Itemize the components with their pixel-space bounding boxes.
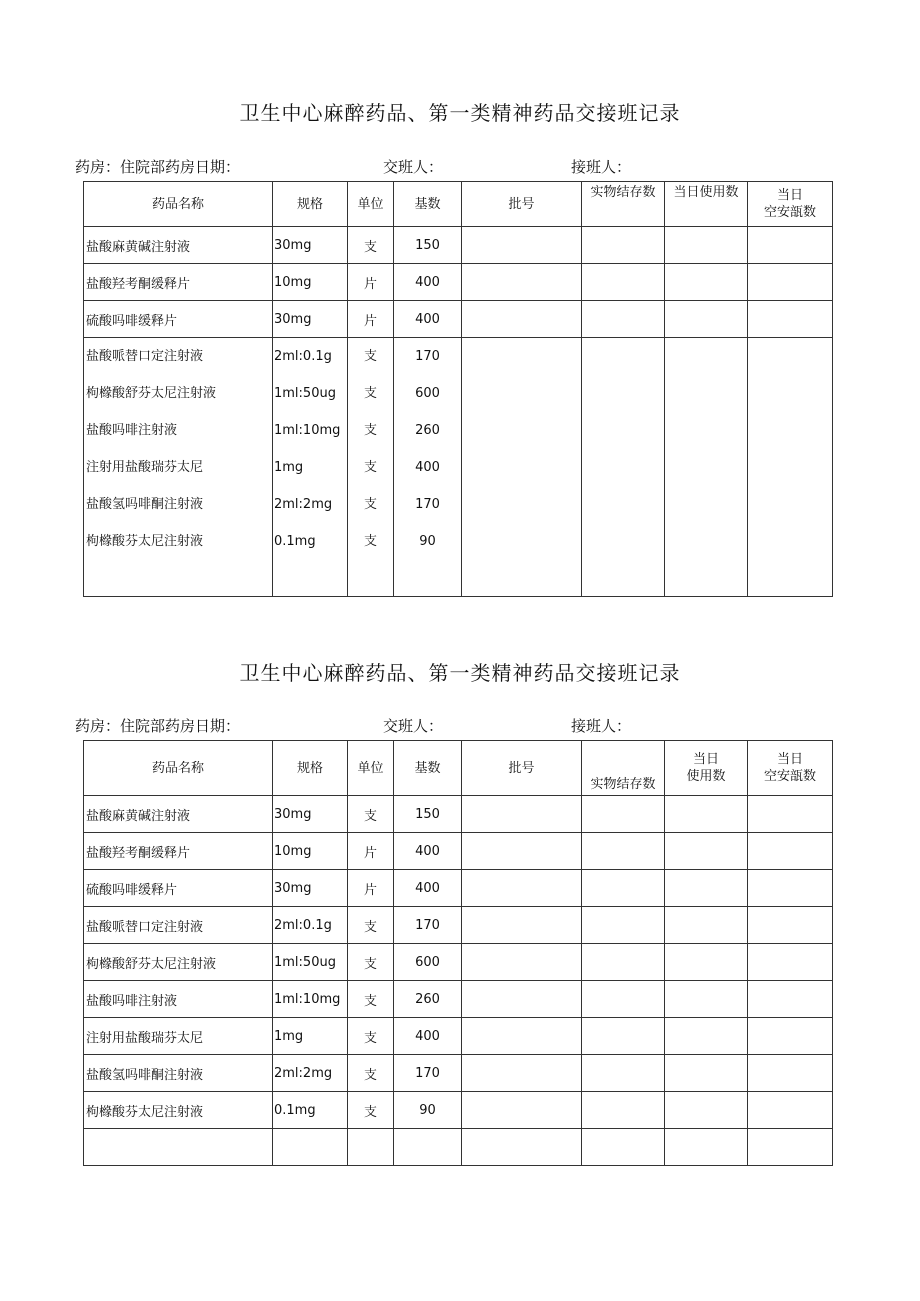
daily-use-cell[interactable] bbox=[665, 227, 748, 264]
drug-unit: 支 bbox=[363, 460, 377, 475]
drug-name: 注射用盐酸瑞芬太尼 bbox=[86, 460, 204, 475]
drug-base: 170 bbox=[415, 497, 440, 512]
stock-cell[interactable] bbox=[582, 1018, 665, 1055]
drug-spec: 0.1mg bbox=[273, 1092, 348, 1129]
col-header-batch: 批号 bbox=[462, 741, 582, 796]
empty-ampoule-cell[interactable] bbox=[748, 1092, 833, 1129]
daily-use-cell[interactable] bbox=[665, 301, 748, 338]
daily-use-cell[interactable] bbox=[665, 944, 748, 981]
drug-base: 400 bbox=[394, 264, 462, 301]
stock-cell[interactable] bbox=[582, 833, 665, 870]
blank-cell[interactable] bbox=[348, 1129, 394, 1166]
table-row bbox=[84, 1092, 833, 1129]
table-row bbox=[84, 981, 833, 1018]
batch-cell[interactable] bbox=[462, 338, 582, 597]
drug-name: 枸橼酸芬太尼注射液 bbox=[86, 534, 204, 549]
batch-cell[interactable] bbox=[462, 264, 582, 301]
drug-spec: 1mg bbox=[274, 460, 304, 475]
col-header-daily-use: 当日使用数 bbox=[665, 182, 748, 227]
table-row bbox=[84, 833, 833, 870]
form1-title: 卫生中心麻醉药品、第一类精神药品交接班记录 bbox=[239, 101, 681, 125]
col-header-daily-line1: 当日 bbox=[692, 752, 719, 767]
col-header-empty-ampoules bbox=[748, 182, 833, 227]
drug-spec: 2ml:0.1g bbox=[273, 907, 348, 944]
batch-cell[interactable] bbox=[462, 1018, 582, 1055]
drug-base: 400 bbox=[394, 301, 462, 338]
batch-cell[interactable] bbox=[462, 944, 582, 981]
drug-base: 600 bbox=[415, 386, 440, 401]
drug-name: 硫酸吗啡缓释片 bbox=[84, 870, 273, 907]
empty-ampoule-cell[interactable] bbox=[748, 338, 833, 597]
col-header-empty-line1: 当日 bbox=[776, 188, 803, 203]
table-row bbox=[84, 796, 833, 833]
drug-unit: 支 bbox=[348, 1092, 394, 1129]
drug-name: 盐酸羟考酮缓释片 bbox=[84, 833, 273, 870]
drug-name: 注射用盐酸瑞芬太尼 bbox=[84, 1018, 273, 1055]
drug-spec: 1ml:50ug bbox=[274, 386, 336, 401]
daily-use-cell[interactable] bbox=[665, 870, 748, 907]
drug-base: 400 bbox=[394, 833, 462, 870]
batch-cell[interactable] bbox=[462, 1129, 582, 1166]
batch-cell[interactable] bbox=[462, 1055, 582, 1092]
drug-spec: 30mg bbox=[273, 870, 348, 907]
col-header-empty-line1: 当日 bbox=[776, 752, 803, 767]
form1-receiver-label: 接班人： bbox=[571, 158, 632, 176]
drug-base: 400 bbox=[394, 870, 462, 907]
drug-name: 盐酸氢吗啡酮注射液 bbox=[84, 1055, 273, 1092]
col-header-unit: 单位 bbox=[348, 741, 394, 796]
table-row bbox=[84, 1018, 833, 1055]
table-row-blank bbox=[84, 1129, 833, 1166]
drug-spec: 2ml:0.1g bbox=[274, 349, 332, 364]
batch-cell[interactable] bbox=[462, 981, 582, 1018]
daily-use-cell[interactable] bbox=[665, 264, 748, 301]
stock-cell[interactable] bbox=[582, 1055, 665, 1092]
drug-base: 90 bbox=[394, 1092, 462, 1129]
drug-unit: 支 bbox=[348, 1018, 394, 1055]
col-header-daily-use bbox=[665, 741, 748, 796]
daily-use-cell[interactable] bbox=[665, 1092, 748, 1129]
drug-spec-stack bbox=[273, 338, 348, 597]
drug-spec: 10mg bbox=[273, 264, 348, 301]
daily-use-cell[interactable] bbox=[665, 796, 748, 833]
drug-base: 170 bbox=[394, 907, 462, 944]
table-row bbox=[84, 264, 833, 301]
drug-unit: 支 bbox=[348, 1055, 394, 1092]
form2-pharmacy-date-label: 药房：住院部药房日期： bbox=[75, 717, 241, 735]
table-row bbox=[84, 227, 833, 264]
stock-cell[interactable] bbox=[582, 796, 665, 833]
daily-use-cell[interactable] bbox=[665, 1129, 748, 1166]
form2-title: 卫生中心麻醉药品、第一类精神药品交接班记录 bbox=[239, 661, 681, 685]
batch-cell[interactable] bbox=[462, 870, 582, 907]
col-header-base: 基数 bbox=[394, 182, 462, 227]
drug-base: 600 bbox=[394, 944, 462, 981]
drug-unit: 片 bbox=[348, 301, 394, 338]
form2-table bbox=[83, 740, 833, 1166]
drug-spec: 30mg bbox=[273, 227, 348, 264]
stock-cell[interactable] bbox=[582, 981, 665, 1018]
stock-cell[interactable] bbox=[582, 264, 665, 301]
drug-base: 150 bbox=[394, 796, 462, 833]
drug-base: 170 bbox=[415, 349, 440, 364]
table-row bbox=[84, 1055, 833, 1092]
drug-spec: 1mg bbox=[273, 1018, 348, 1055]
empty-ampoule-cell[interactable] bbox=[748, 1129, 833, 1166]
drug-name: 硫酸吗啡缓释片 bbox=[84, 301, 273, 338]
daily-use-cell[interactable] bbox=[665, 833, 748, 870]
form1-header-row bbox=[84, 182, 833, 227]
drug-spec: 30mg bbox=[273, 301, 348, 338]
daily-use-cell[interactable] bbox=[665, 1055, 748, 1092]
blank-cell[interactable] bbox=[84, 1129, 273, 1166]
drug-name: 盐酸羟考酮缓释片 bbox=[84, 264, 273, 301]
drug-unit: 片 bbox=[348, 833, 394, 870]
drug-name-stack bbox=[84, 338, 273, 597]
empty-ampoule-cell[interactable] bbox=[748, 870, 833, 907]
daily-use-cell[interactable] bbox=[665, 338, 748, 597]
drug-name: 盐酸吗啡注射液 bbox=[86, 423, 178, 438]
drug-name: 枸橼酸舒芬太尼注射液 bbox=[84, 944, 273, 981]
drug-unit: 支 bbox=[348, 981, 394, 1018]
col-header-spec: 规格 bbox=[273, 741, 348, 796]
drug-unit: 支 bbox=[363, 423, 377, 438]
drug-spec: 10mg bbox=[273, 833, 348, 870]
stock-cell[interactable] bbox=[582, 1129, 665, 1166]
drug-spec: 1ml:10mg bbox=[274, 423, 341, 438]
table-row bbox=[84, 301, 833, 338]
drug-unit: 支 bbox=[348, 907, 394, 944]
form2-handover-label: 交班人： bbox=[383, 717, 444, 735]
col-header-empty-line2: 空安瓿数 bbox=[763, 769, 816, 784]
form1-table bbox=[83, 181, 833, 597]
col-header-empty-ampoules bbox=[748, 741, 833, 796]
stock-cell[interactable] bbox=[582, 1092, 665, 1129]
batch-cell[interactable] bbox=[462, 1092, 582, 1129]
batch-cell[interactable] bbox=[462, 227, 582, 264]
empty-ampoule-cell[interactable] bbox=[748, 264, 833, 301]
drug-unit: 片 bbox=[348, 264, 394, 301]
daily-use-cell[interactable] bbox=[665, 981, 748, 1018]
stock-cell[interactable] bbox=[582, 301, 665, 338]
blank-cell[interactable] bbox=[394, 1129, 462, 1166]
drug-base: 400 bbox=[394, 1018, 462, 1055]
col-header-base: 基数 bbox=[394, 741, 462, 796]
form2-receiver-label: 接班人： bbox=[571, 717, 632, 735]
merged-row-block bbox=[84, 338, 833, 597]
col-header-name: 药品名称 bbox=[84, 182, 273, 227]
empty-ampoule-cell[interactable] bbox=[748, 944, 833, 981]
drug-name: 盐酸麻黄碱注射液 bbox=[84, 796, 273, 833]
stock-cell[interactable] bbox=[582, 227, 665, 264]
blank-cell[interactable] bbox=[273, 1129, 348, 1166]
drug-spec: 2ml:2mg bbox=[273, 1055, 348, 1092]
drug-base: 170 bbox=[394, 1055, 462, 1092]
batch-cell[interactable] bbox=[462, 907, 582, 944]
batch-cell[interactable] bbox=[462, 301, 582, 338]
empty-ampoule-cell[interactable] bbox=[748, 301, 833, 338]
form1-pharmacy-date-label: 药房：住院部药房日期： bbox=[75, 158, 241, 176]
drug-spec: 0.1mg bbox=[274, 534, 316, 549]
table-row bbox=[84, 944, 833, 981]
drug-unit: 支 bbox=[363, 534, 377, 549]
col-header-name: 药品名称 bbox=[84, 741, 273, 796]
drug-name: 盐酸哌替口定注射液 bbox=[84, 907, 273, 944]
drug-name: 盐酸吗啡注射液 bbox=[84, 981, 273, 1018]
empty-ampoule-cell[interactable] bbox=[748, 1055, 833, 1092]
daily-use-cell[interactable] bbox=[665, 1018, 748, 1055]
form2-header-row bbox=[84, 741, 833, 796]
drug-base: 90 bbox=[419, 534, 436, 549]
drug-spec: 30mg bbox=[273, 796, 348, 833]
drug-name: 盐酸麻黄碱注射液 bbox=[84, 227, 273, 264]
drug-unit: 支 bbox=[348, 944, 394, 981]
drug-unit: 片 bbox=[348, 870, 394, 907]
table-row bbox=[84, 907, 833, 944]
drug-name: 枸橼酸舒芬太尼注射液 bbox=[86, 386, 217, 401]
drug-unit: 支 bbox=[363, 386, 377, 401]
drug-unit: 支 bbox=[348, 227, 394, 264]
empty-ampoule-cell[interactable] bbox=[748, 833, 833, 870]
table-row bbox=[84, 870, 833, 907]
drug-name: 盐酸氢吗啡酮注射液 bbox=[86, 497, 204, 512]
stock-cell[interactable] bbox=[582, 944, 665, 981]
drug-name: 枸橼酸芬太尼注射液 bbox=[84, 1092, 273, 1129]
drug-base: 260 bbox=[394, 981, 462, 1018]
drug-unit-stack bbox=[348, 338, 394, 597]
drug-unit: 支 bbox=[348, 796, 394, 833]
col-header-unit: 单位 bbox=[348, 182, 394, 227]
batch-cell[interactable] bbox=[462, 796, 582, 833]
batch-cell[interactable] bbox=[462, 833, 582, 870]
drug-spec: 2ml:2mg bbox=[274, 497, 333, 512]
drug-base: 150 bbox=[394, 227, 462, 264]
empty-ampoule-cell[interactable] bbox=[748, 907, 833, 944]
drug-base: 260 bbox=[415, 423, 440, 438]
col-header-stock: 实物结存数 bbox=[582, 182, 665, 227]
col-header-stock: 实物结存数 bbox=[582, 741, 665, 796]
daily-use-cell[interactable] bbox=[665, 907, 748, 944]
form1-handover-label: 交班人： bbox=[383, 158, 444, 176]
drug-base-stack bbox=[394, 338, 462, 597]
stock-cell[interactable] bbox=[582, 870, 665, 907]
stock-cell[interactable] bbox=[582, 338, 665, 597]
drug-unit: 支 bbox=[363, 349, 377, 364]
col-header-batch: 批号 bbox=[462, 182, 582, 227]
stock-cell[interactable] bbox=[582, 907, 665, 944]
drug-base: 400 bbox=[415, 460, 440, 475]
drug-spec: 1ml:10mg bbox=[273, 981, 348, 1018]
empty-ampoule-cell[interactable] bbox=[748, 227, 833, 264]
col-header-spec: 规格 bbox=[273, 182, 348, 227]
empty-ampoule-cell[interactable] bbox=[748, 981, 833, 1018]
col-header-daily-line2: 使用数 bbox=[686, 769, 726, 784]
drug-unit: 支 bbox=[363, 497, 377, 512]
empty-ampoule-cell[interactable] bbox=[748, 796, 833, 833]
col-header-empty-line2: 空安瓿数 bbox=[763, 205, 816, 220]
empty-ampoule-cell[interactable] bbox=[748, 1018, 833, 1055]
drug-name: 盐酸哌替口定注射液 bbox=[86, 349, 204, 364]
drug-spec: 1ml:50ug bbox=[273, 944, 348, 981]
